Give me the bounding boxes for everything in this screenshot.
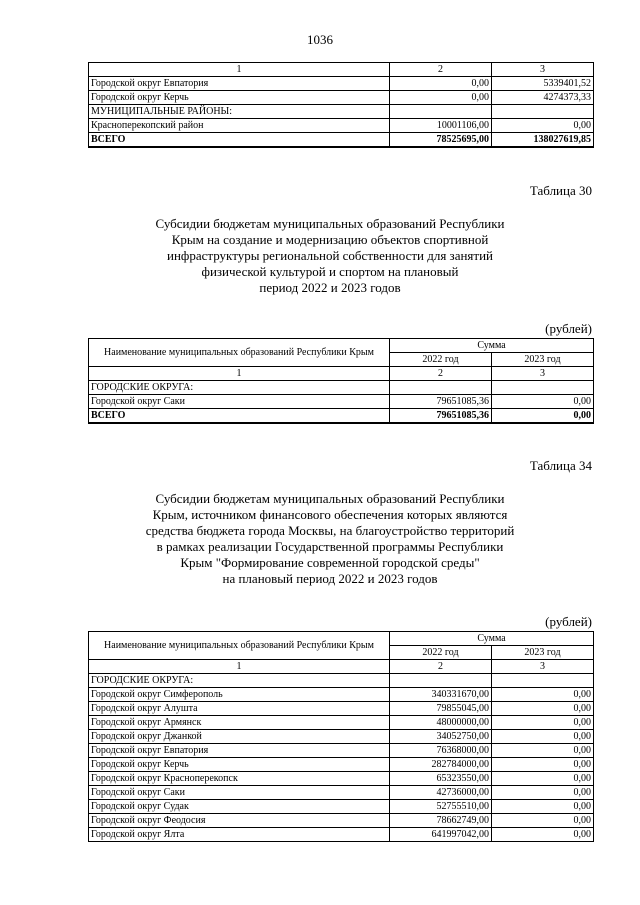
title-line: на плановый период 2022 и 2023 годов: [222, 571, 438, 586]
column-header-2022: 2022 год: [390, 646, 492, 660]
continued-table: [88, 62, 594, 148]
title-line: Крым на создание и модернизацию объектов спортивной: [171, 232, 489, 247]
table-row: [89, 688, 594, 702]
column-number-row: [89, 63, 594, 77]
row-name: Красноперекопский район: [89, 119, 390, 133]
row-name: Городской округ Джанкой: [89, 730, 390, 744]
table30-unit: (рублей): [545, 321, 592, 336]
row-name: Городской округ Ялта: [89, 828, 390, 842]
value-2023: 0,00: [492, 772, 594, 786]
value-2022: 79651085,36: [390, 395, 492, 409]
value-2022: 79855045,00: [390, 702, 492, 716]
column-number: 2: [390, 367, 492, 381]
table-header-row: [89, 632, 594, 646]
column-header-name: Наименование муниципальных образований Республики Крым: [89, 632, 390, 660]
value-2022: [390, 674, 492, 688]
value-2022: 0,00: [390, 91, 492, 105]
table-row: [89, 105, 594, 119]
table-row: [89, 674, 594, 688]
column-header-name: Наименование муниципальных образований Республики Крым: [89, 339, 390, 367]
total-row: [89, 409, 594, 424]
title-line: средства бюджета города Москвы, на благоустройство территорий: [145, 523, 515, 538]
row-name: Городской округ Феодосия: [89, 814, 390, 828]
value-2023: [492, 674, 594, 688]
value-2022: 42736000,00: [390, 786, 492, 800]
value-2023: 0,00: [492, 828, 594, 842]
column-header-sum: Сумма: [390, 632, 594, 646]
total-2022: 78525695,00: [390, 133, 492, 148]
value-2023: 0,00: [492, 702, 594, 716]
table30-title: [110, 216, 550, 296]
row-name: Городской округ Евпатория: [89, 744, 390, 758]
column-number: 3: [492, 367, 594, 381]
table-row: [89, 77, 594, 91]
column-number: 2: [390, 63, 492, 77]
column-number-row: [89, 660, 594, 674]
value-2023: 0,00: [492, 758, 594, 772]
table-row: [89, 786, 594, 800]
value-2022: 65323550,00: [390, 772, 492, 786]
column-header-sum: Сумма: [390, 339, 594, 353]
value-2022: [390, 381, 492, 395]
value-2022: 10001106,00: [390, 119, 492, 133]
value-2023: 0,00: [492, 716, 594, 730]
title-line: период 2022 и 2023 годов: [259, 280, 401, 295]
column-number: 3: [492, 660, 594, 674]
row-name: ГОРОДСКИЕ ОКРУГА:: [89, 674, 390, 688]
table-row: [89, 395, 594, 409]
value-2023: [492, 105, 594, 119]
table34-unit: (рублей): [545, 614, 592, 629]
table30: [88, 338, 594, 424]
total-2023: 0,00: [492, 409, 594, 424]
value-2023: 0,00: [492, 814, 594, 828]
row-name: Городской округ Евпатория: [89, 77, 390, 91]
column-header-2023: 2023 год: [492, 353, 594, 367]
table-row: [89, 744, 594, 758]
table-header-row: [89, 339, 594, 353]
value-2022: 0,00: [390, 77, 492, 91]
title-line: Крым "Формирование современной городской среды": [180, 555, 480, 570]
total-2023: 138027619,85: [492, 133, 594, 148]
row-name: МУНИЦИПАЛЬНЫЕ РАЙОНЫ:: [89, 105, 390, 119]
value-2023: 4274373,33: [492, 91, 594, 105]
table-row: [89, 119, 594, 133]
value-2022: 641997042,00: [390, 828, 492, 842]
table-row: [89, 381, 594, 395]
row-name: Городской округ Керчь: [89, 91, 390, 105]
value-2022: [390, 105, 492, 119]
table30-label: Таблица 30: [529, 183, 592, 198]
table-row: [89, 702, 594, 716]
value-2022: 282784000,00: [390, 758, 492, 772]
title-line: инфраструктуры региональной собственности для занятий: [167, 248, 493, 263]
row-name: Городской округ Симферополь: [89, 688, 390, 702]
page-number: 1036: [307, 32, 333, 47]
total-row: [89, 133, 594, 148]
table-row: [89, 91, 594, 105]
title-line: физической культурой и спортом на плановый: [201, 264, 459, 279]
table-row: [89, 758, 594, 772]
total-2022: 79651085,36: [390, 409, 492, 424]
value-2022: 78662749,00: [390, 814, 492, 828]
table-row: [89, 772, 594, 786]
value-2022: 340331670,00: [390, 688, 492, 702]
row-name: Городской округ Саки: [89, 786, 390, 800]
row-name: Городской округ Керчь: [89, 758, 390, 772]
title-line: Субсидии бюджетам муниципальных образований Республики: [155, 216, 505, 231]
table-row: [89, 828, 594, 842]
table34: [88, 631, 594, 842]
column-number-row: [89, 367, 594, 381]
row-name: Городской округ Судак: [89, 800, 390, 814]
value-2023: 0,00: [492, 800, 594, 814]
title-line: в рамках реализации Государственной программы Республики: [156, 539, 504, 554]
value-2022: 52755510,00: [390, 800, 492, 814]
value-2023: 0,00: [492, 730, 594, 744]
total-label: ВСЕГО: [89, 133, 390, 148]
value-2023: 0,00: [492, 395, 594, 409]
column-number: 1: [89, 63, 390, 77]
table34-label: Таблица 34: [529, 458, 592, 473]
table-row: [89, 716, 594, 730]
total-label: ВСЕГО: [89, 409, 390, 424]
value-2022: 48000000,00: [390, 716, 492, 730]
value-2022: 34052750,00: [390, 730, 492, 744]
table-row: [89, 730, 594, 744]
value-2023: 0,00: [492, 688, 594, 702]
column-number: 3: [492, 63, 594, 77]
value-2023: 0,00: [492, 744, 594, 758]
row-name: Городской округ Армянск: [89, 716, 390, 730]
column-number: 1: [89, 660, 390, 674]
row-name: Городской округ Алушта: [89, 702, 390, 716]
column-header-2022: 2022 год: [390, 353, 492, 367]
column-header-2023: 2023 год: [492, 646, 594, 660]
value-2023: [492, 381, 594, 395]
table-row: [89, 814, 594, 828]
value-2022: 76368000,00: [390, 744, 492, 758]
row-name: Городской округ Красноперекопск: [89, 772, 390, 786]
value-2023: 5339401,52: [492, 77, 594, 91]
column-number: 1: [89, 367, 390, 381]
table34-title: [110, 491, 550, 587]
title-line: Крым, источником финансового обеспечения которых являются: [152, 507, 508, 522]
table-row: [89, 800, 594, 814]
column-number: 2: [390, 660, 492, 674]
row-name: Городской округ Саки: [89, 395, 390, 409]
title-line: Субсидии бюджетам муниципальных образований Республики: [155, 491, 505, 506]
row-name: ГОРОДСКИЕ ОКРУГА:: [89, 381, 390, 395]
value-2023: 0,00: [492, 786, 594, 800]
value-2023: 0,00: [492, 119, 594, 133]
